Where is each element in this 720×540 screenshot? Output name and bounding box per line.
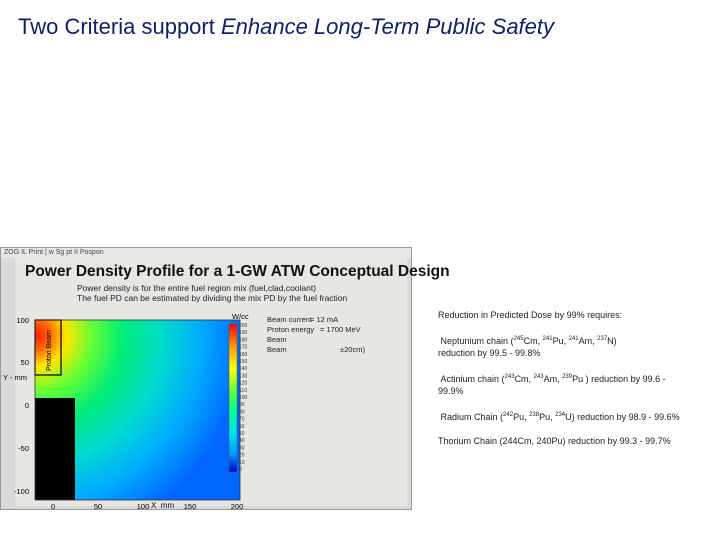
colorbar-label: 10 <box>239 459 245 466</box>
colorbar-label: 30 <box>239 445 245 452</box>
slide-title-plain: Two Criteria support <box>18 14 221 39</box>
colorbar-label: 100 <box>239 395 248 401</box>
colorbar-label: 140 <box>239 366 248 373</box>
beam-param-label-3: Beam <box>267 335 287 344</box>
colorbar-label: 160 <box>239 351 248 358</box>
slide-title-italic: Enhance Long-Term Public Safety <box>220 14 555 39</box>
x-tick-5: 200 <box>230 502 244 511</box>
colorbar-label: 0 <box>239 467 242 473</box>
x-axis-label: X <box>151 501 157 510</box>
colorbar-label: 120 <box>239 380 248 387</box>
beam-param-value-4: ±20cm) <box>340 345 365 354</box>
x-tick-2: 50 <box>93 502 103 511</box>
colorbar-label: 180 <box>239 337 248 344</box>
actinium-chain: Actinium chain ($^{243}$Cm, $^{243}$Am, $^{239}$Pu ) reduction by 99.6 - 99.9% <box>438 374 666 396</box>
y-tick-1: 100 <box>16 316 29 325</box>
colorbar-label: 90 <box>239 402 245 409</box>
x-tick-1: 0 <box>50 502 56 511</box>
colorbar-label: 50 <box>239 431 245 437</box>
y-axis-label: Y - mm <box>3 373 28 382</box>
beam-param-label-4: Beam <box>267 345 287 354</box>
colorbar-labels <box>239 323 248 473</box>
beam-params <box>267 315 365 354</box>
radium-chain: Radium Chain ($^{242}$Pu, $^{238}$Pu, $^{234}$U) reduction by 98.9 - 99.6% <box>440 412 680 422</box>
beam-param-value-1: = 12 mA <box>310 315 339 324</box>
colorbar <box>229 324 237 472</box>
y-tick-3: 0 <box>24 401 29 410</box>
colorbar-label: 200 <box>239 323 248 329</box>
beam-param-value-2: = 1700 MeV <box>320 325 361 334</box>
y-tick-4: -50 <box>18 444 29 453</box>
slide-title <box>18 14 554 40</box>
colorbar-label: 150 <box>239 359 248 365</box>
colorbar-label: 190 <box>239 330 248 337</box>
colorbar-label: 170 <box>239 344 248 351</box>
power-density-plot <box>3 258 407 511</box>
figure-panel <box>3 258 450 511</box>
power-density-figure <box>0 247 450 511</box>
proton-beam-label: Proton Beam <box>46 330 53 371</box>
y-tick-2: 50 <box>20 358 29 367</box>
beam-param-label-2: Proton energy <box>267 325 315 334</box>
x-axis-unit: mm <box>160 501 175 510</box>
y-tick-5: -100 <box>13 487 29 496</box>
x-axis-label-wrap <box>151 501 174 510</box>
dose-reduction-text <box>438 309 688 459</box>
colorbar-label: 20 <box>239 452 245 459</box>
target-block <box>35 398 75 500</box>
colorbar-label: 130 <box>239 373 248 380</box>
x-tick-3: 100 <box>136 502 150 511</box>
colorbar-label: 40 <box>239 438 245 445</box>
beam-param-label-1: Beam current <box>267 315 313 324</box>
figure-subtitle-1: Power density is for the entire fuel region mix (fuel,clad,coolant) <box>77 283 317 293</box>
dose-heading: Reduction in Predicted Dose by 99% requires: <box>438 310 623 320</box>
neptunium-chain: Neptunium chain ($^{245}$Cm, $^{241}$Pu, $^{241}$Am, $^{237}$N) reduction by 99.5 - 99.8% <box>438 336 617 358</box>
colorbar-label: 110 <box>239 387 247 394</box>
figure-subtitle-2: The fuel PD can be estimated by dividing the mix PD by the fuel fraction <box>77 293 348 303</box>
thorium-chain: Thorium Chain (244Cm, 240Pu) reduction by 99.3 - 99.7% <box>438 436 671 446</box>
colorbar-label: 70 <box>239 416 245 423</box>
colorbar-label: 60 <box>239 423 245 430</box>
colorbar-label: 80 <box>239 409 245 416</box>
figure-title: Power Density Profile for a 1-GW ATW Conceptual Design <box>25 263 450 280</box>
colorbar-unit: W/cc <box>232 312 249 321</box>
figure-window-strip: ZOG IL Print | w Sg pt II Pospon <box>1 248 411 258</box>
x-tick-4: 150 <box>183 502 197 511</box>
